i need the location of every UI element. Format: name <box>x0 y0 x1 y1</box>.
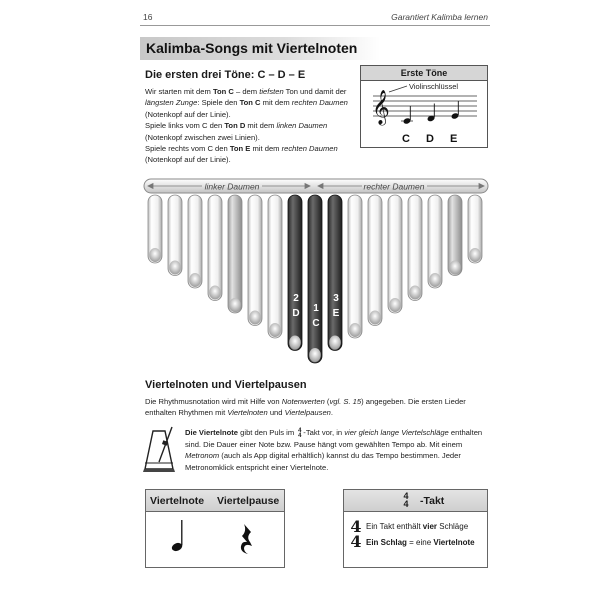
text-run: gibt den Puls im <box>238 428 297 437</box>
note-values-header <box>146 490 284 512</box>
quarter-note-heading: Viertelnote <box>150 495 205 507</box>
tine-label-e-number: 3 <box>333 293 339 304</box>
rhythm-text <box>145 396 495 419</box>
text-run: Schläge <box>437 522 469 531</box>
kalimba-tine-c4 <box>308 195 322 363</box>
text-run: Viertelnoten <box>227 408 268 418</box>
intro-paragraph-e <box>145 143 355 166</box>
text-run: – dem <box>233 87 260 96</box>
text-run: (Notenkopf auf der Linie). <box>145 155 231 165</box>
tine-label-d-number: 2 <box>293 293 299 304</box>
text-run: mit dem <box>250 144 282 154</box>
time-signature-large <box>350 519 362 549</box>
text-run: mit dem <box>245 121 277 131</box>
text-run: Ein Schlag <box>366 538 407 547</box>
text-run: . <box>330 408 334 418</box>
note-c <box>401 106 413 125</box>
right-thumb-label: rechter Daumen <box>363 181 425 192</box>
text-run: Die Rhythmusnotation wird mit Hilfe von <box>145 397 282 406</box>
text-run: (auch als App digital erhältlich) kannst du das Tempo bestimmen. Jeder Metronomklick entspricht einer Viertelnote. <box>185 451 461 472</box>
text-run: tiefsten <box>259 87 284 96</box>
text-run: (Notenkopf zwischen zwei Linien). <box>145 132 260 142</box>
time-signature-header-bottom: 4 <box>403 499 409 509</box>
kalimba-tine-c5 <box>228 195 242 313</box>
running-title: Garantiert Kalimba lernen <box>391 12 488 22</box>
note-e <box>451 101 460 120</box>
text-run: Metronom <box>185 451 220 461</box>
text-run: ) angegeben. Die ersten Lieder enthalten Rhythmen mit <box>145 397 466 418</box>
text-run: enthalten sind. Die Dauer einer Note bzw. Pause hängt vom gewählten Tempo ab. Mit einem <box>185 428 483 449</box>
four-four-time-header <box>344 490 487 512</box>
time-signature-large-bottom: 4 <box>350 532 362 551</box>
first-tones-title: Erste Töne <box>361 66 487 81</box>
text-run: Notenwerten <box>281 397 325 406</box>
note-values-box <box>145 489 285 568</box>
page-header <box>140 10 490 26</box>
quarter-note-icon <box>171 520 184 553</box>
kalimba-tine-b4 <box>368 195 382 326</box>
note-label-e: E <box>450 133 458 145</box>
text-run: -Takt vor, in <box>303 428 345 437</box>
text-run: Ton E <box>229 144 251 154</box>
text-run: Ton C <box>239 98 261 108</box>
kalimba-tine-e5 <box>208 195 222 301</box>
first-tones-box <box>360 65 488 148</box>
kalimba-tine-e6 <box>468 195 482 263</box>
text-run: = eine <box>406 538 434 547</box>
text-run: Ton C <box>212 87 234 96</box>
kalimba-tine-d4 <box>288 195 302 351</box>
takt-rule-beat-value <box>366 538 475 547</box>
tine-label-e-letter: E <box>332 308 340 319</box>
tine-label-d-letter: D <box>292 308 300 319</box>
intro-paragraph-d <box>145 120 355 143</box>
text-run: Viertelnote <box>433 538 475 547</box>
text-run: linken Daumen <box>276 121 328 131</box>
page-number: 16 <box>143 12 153 22</box>
text-run: vier gleich lange Viertelschläge <box>344 428 449 437</box>
subsection-title-first-tones: Die ersten drei Töne: C – D – E <box>145 69 306 81</box>
four-four-time-box <box>343 489 488 568</box>
metronome-icon <box>142 425 180 475</box>
clef-label: Violinschlüssel <box>409 82 459 91</box>
left-thumb-label: linker Daumen <box>204 181 260 192</box>
note-label-c: C <box>402 133 410 145</box>
clef-pointer-line <box>389 86 407 92</box>
text-run: Wir starten mit dem <box>145 87 213 96</box>
text-run: längsten Zunge <box>145 98 198 108</box>
four-four-time-title: -Takt <box>420 495 445 507</box>
kalimba-tine-f4 <box>268 195 282 338</box>
time-signature-large-top: 4 <box>350 517 362 536</box>
time-signature-header <box>400 492 412 508</box>
text-run: : Spiele den <box>197 98 240 108</box>
note-values-figure <box>146 512 284 568</box>
kalimba-tines <box>148 195 482 363</box>
time-signature-inline-bottom: 4 <box>298 433 302 439</box>
quarter-rest-heading: Viertelpause <box>217 495 280 507</box>
staff-figure <box>361 82 489 148</box>
kalimba-diagram <box>140 177 492 369</box>
text-run: Ein Takt enthält <box>366 522 423 531</box>
text-run: ( <box>324 397 330 406</box>
text-run: Die Viertelnote <box>185 428 239 437</box>
treble-clef-icon: 𝄞 <box>372 90 390 125</box>
kalimba-tine-c6 <box>448 195 462 276</box>
time-signature-header-top: 4 <box>403 491 409 501</box>
kalimba-tine-d5 <box>388 195 402 313</box>
section-title: Kalimba-Songs mit Viertelnoten <box>146 40 358 56</box>
tine-label-c-number: 1 <box>313 303 319 314</box>
text-run: Viertelpausen <box>284 408 331 418</box>
time-signature-inline-top: 4 <box>298 428 302 434</box>
quarter-note-description <box>185 427 495 473</box>
kalimba-tine-g5 <box>188 195 202 288</box>
text-run: rechten Daumen <box>281 144 338 154</box>
text-run: Spiele links vom C den <box>145 121 225 131</box>
intro-text <box>145 86 355 166</box>
text-run: rechten Daumen <box>291 98 348 108</box>
kalimba-tine-e4 <box>328 195 342 351</box>
text-run: und <box>267 408 285 418</box>
intro-paragraph-c <box>145 86 355 120</box>
quarter-rest-icon <box>241 524 252 554</box>
text-run: Ton und damit der <box>283 87 347 96</box>
text-run: vgl. S. 15 <box>329 397 362 406</box>
text-run: Spiele rechts vom C den <box>145 144 230 154</box>
quarter-text-intro <box>185 428 296 437</box>
subsection-title-quarter-notes: Viertelnoten und Viertelpausen <box>145 379 307 391</box>
kalimba-tine-d6 <box>148 195 162 263</box>
note-label-d: D <box>426 133 434 145</box>
kalimba-tine-g4 <box>348 195 362 338</box>
text-run: mit dem <box>260 98 292 108</box>
tine-label-c-letter: C <box>312 318 320 329</box>
kalimba-tine-f5 <box>408 195 422 301</box>
kalimba-tine-a4 <box>248 195 262 326</box>
kalimba-tine-a5 <box>428 195 442 288</box>
kalimba-tine-b5 <box>168 195 182 276</box>
text-run: (Notenkopf auf der Linie). <box>145 109 231 119</box>
takt-rule-beats <box>366 522 468 531</box>
text-run: vier <box>422 522 438 531</box>
text-run: Ton D <box>224 121 246 131</box>
section-banner <box>140 37 380 60</box>
